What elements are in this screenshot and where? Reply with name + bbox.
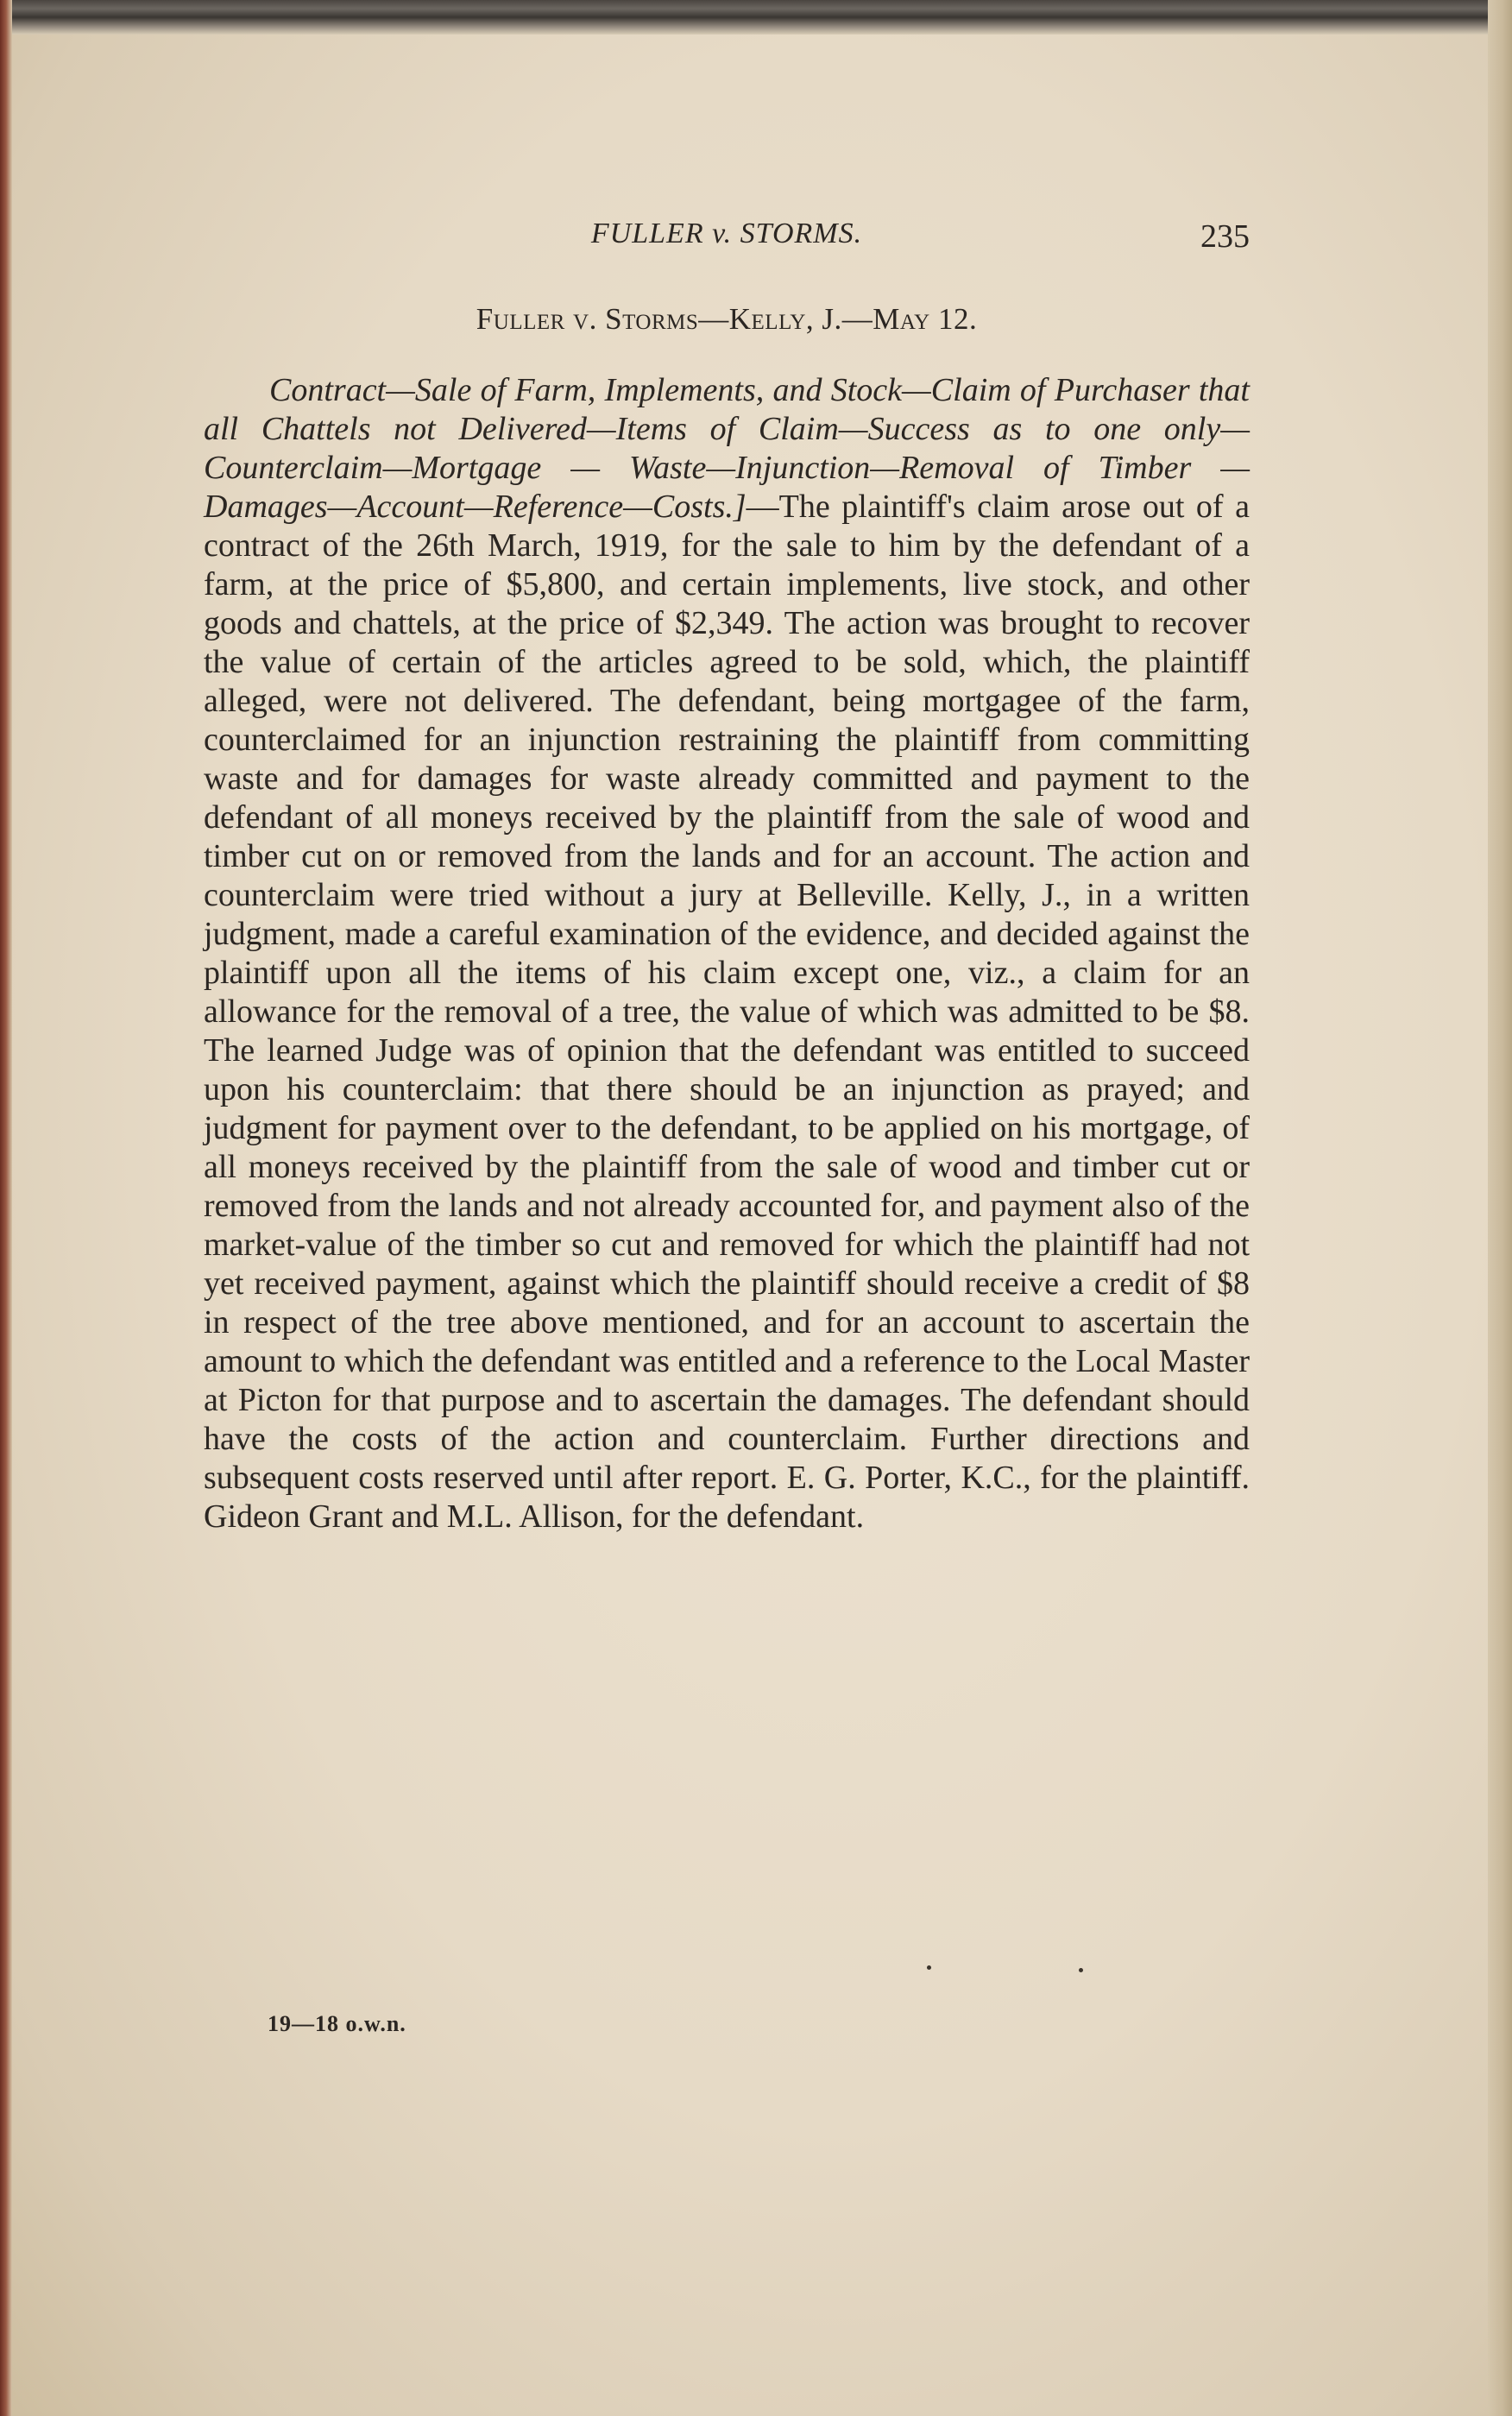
- page-right-edge: [1488, 0, 1512, 2416]
- report-body: —The plaintiff's claim arose out of a contract of the 26th March, 1919, for the sale to him by the defendant of a farm, at the price of $5,800, and certain implements, live stock, and other goods and chattels, at the price of $2,349. The action was brought to recover the value of certain of the articles agreed to be sold, which, the plaintiff alleged, were not delivered. The defendant, being mortgagee of the farm, counterclaimed for an injunction restraining the plaintiff from committing waste and for damages for waste already committed and payment to the defendant of all moneys received by the plaintiff from the sale of wood and timber cut on or removed from the lands and for an account. The action and counterclaim were tried without a jury at Belleville. Kelly, J., in a written judgment, made a careful examination of the evidence, and decided against the plaintiff upon all the items of his claim except one, viz., a claim for an allowance for the removal of a tree, the value of which was admitted to be $8. The learned Judge was of opinion that the defendant was entitled to succeed upon his counterclaim: that there should be an injunction as prayed; and judgment for payment over to the defendant, to be applied on his mortgage, of all moneys received by the plaintiff from the sale of wood and timber cut or removed from the lands and not already accounted for, and payment also of the market-value of the timber so cut and removed for which the plaintiff had not yet received payment, against which the plaintiff should receive a credit of $8 in respect of the tree above mentioned, and for an account to ascertain the amount to which the defendant was entitled and a reference to the Local Master at Picton for that purpose and to ascertain the damages. The defendant should have the costs of the action and counterclaim. Further directions and subsequent costs reserved until after report. E. G. Porter, K.C., for the plaintiff. Gideon Grant and M.L. Allison, for the defendant.: [204, 489, 1250, 1535]
- running-head-title: FULLER v. STORMS.: [590, 218, 863, 249]
- page-top-edge: [0, 0, 1512, 35]
- page-number: 235: [1200, 218, 1250, 255]
- ink-speck: [1079, 1968, 1083, 1972]
- case-report: [204, 371, 1250, 1536]
- headnote: Contract—Sale of Farm, Implements, and Stock—Claim of Purchaser that all Chattels not Delivered—Items of Claim—Success as to one only—Counterclaim—Mortgage — Waste—Injunction—Removal of Timber — Damages—Account—Reference—Costs.]: [204, 372, 1250, 525]
- binding-edge: [0, 0, 12, 2416]
- running-head: [204, 218, 1250, 262]
- case-title: Fuller v. Storms—Kelly, J.—May 12.: [476, 302, 978, 336]
- signature-mark: 19—18 o.w.n.: [268, 2011, 406, 2036]
- ink-speck: [927, 1965, 931, 1970]
